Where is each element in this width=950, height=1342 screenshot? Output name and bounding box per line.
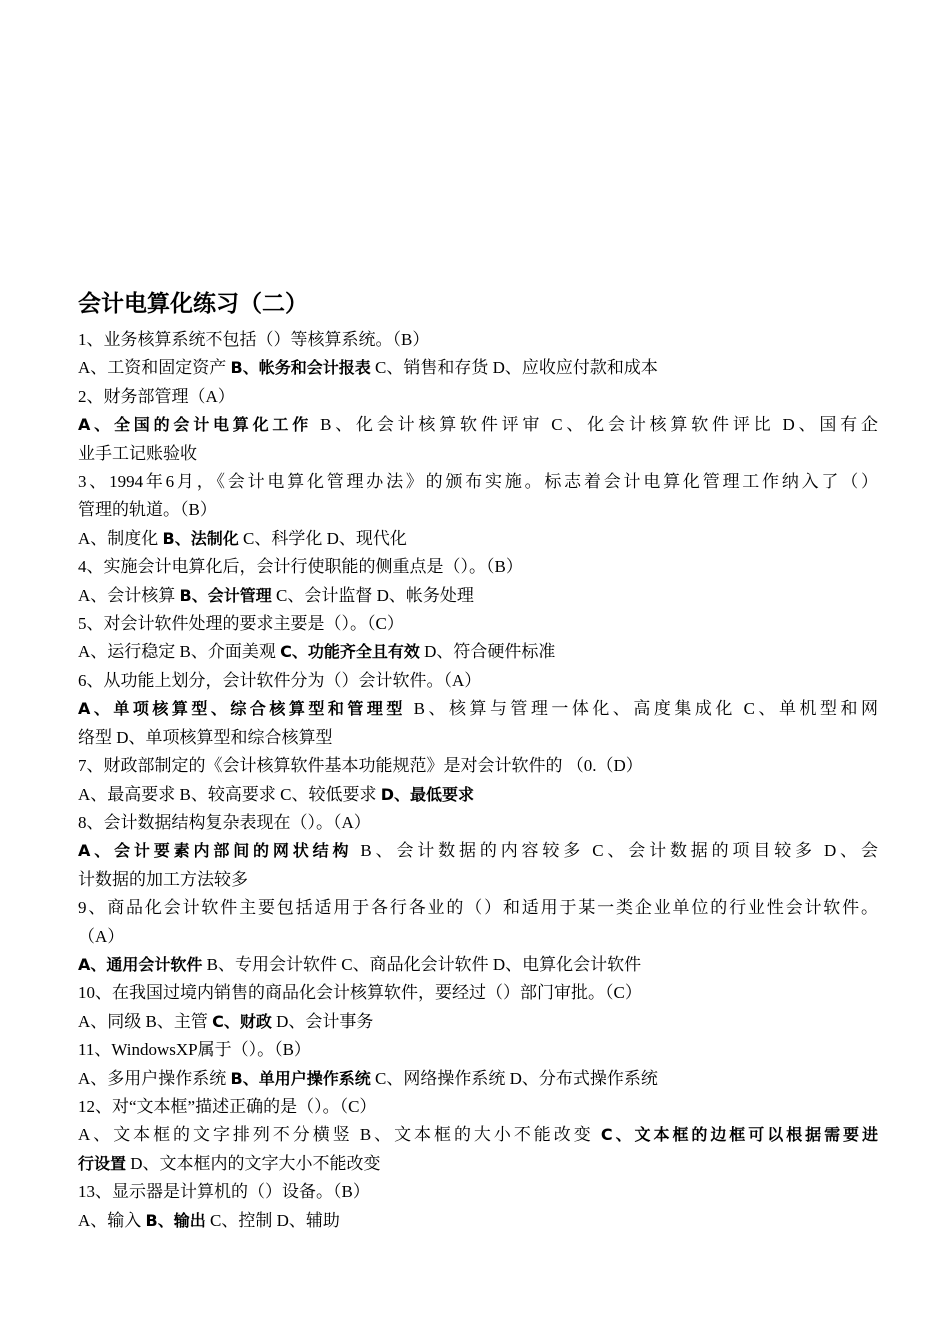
text-run: B、核算与管理一体化、高度集成化 C、单机型和网 [405, 699, 878, 719]
text-run: C、网络操作系统 D、分布式操作系统 [370, 1068, 658, 1088]
text-run: 络型 D、单项核算型和综合核算型 [78, 727, 333, 747]
text-line [78, 667, 878, 695]
text-line [78, 582, 878, 610]
answer-highlight: A、单项核算型、综合核算型和管理型 [78, 699, 406, 719]
text-run: A、最高要求 B、较高要求 C、较低要求 [78, 784, 381, 804]
answer-highlight: D、最低要求 [380, 784, 475, 804]
text-run: A、制度化 [78, 528, 163, 548]
text-line [78, 440, 878, 468]
answer-highlight: B、会计管理 [179, 585, 272, 605]
answer-highlight: C、功能齐全且有效 [280, 642, 420, 662]
text-run: 8、会计数据结构复杂表现在（）。（A） [78, 812, 371, 832]
text-run: 2、财务部管理（A） [78, 386, 235, 406]
text-line [78, 326, 878, 354]
text-line [78, 866, 878, 894]
answer-highlight: 行设置 [78, 1153, 127, 1173]
text-line [78, 354, 878, 382]
text-run: 11、WindowsXP属于（）。（B） [78, 1040, 311, 1060]
answer-highlight: B、单用户操作系统 [230, 1068, 371, 1088]
text-run: A、文本框的文字排列不分横竖 B、文本框的大小不能改变 [78, 1125, 601, 1145]
text-line [78, 781, 878, 809]
text-run: A、运行稳定 B、介面美观 [78, 642, 281, 662]
text-run: B、专用会计软件 C、商品化会计软件 D、电算化会计软件 [202, 954, 642, 974]
text-run: C、销售和存货 D、应收应付款和成本 [370, 358, 658, 378]
text-line [78, 553, 878, 581]
answer-highlight: C、财政 [212, 1011, 272, 1031]
text-run: D、符合硬件标准 [419, 642, 556, 662]
text-run: A、同级 B、主管 [78, 1011, 213, 1031]
text-run: 4、实施会计电算化后，会计行使职能的侧重点是（）。（B） [78, 557, 523, 577]
text-line [78, 468, 878, 496]
text-line [78, 979, 878, 1007]
text-run: B、化会计核算软件评审 C、化会计核算软件评比 D、国有企 [312, 415, 878, 435]
text-run: （A） [78, 926, 125, 946]
text-run: 5、对会计软件处理的要求主要是（）。（C） [78, 614, 404, 634]
text-run: C、控制 D、辅助 [205, 1210, 340, 1230]
text-line [78, 1065, 878, 1093]
text-run: 3、1994年6月，《会计电算化管理办法》的颁布实施。标志着会计电算化管理工作纳入了（） [78, 472, 878, 492]
text-line [78, 496, 878, 524]
text-line [78, 638, 878, 666]
text-run: 计数据的加工方法较多 [78, 869, 248, 889]
answer-highlight: A、会计要素内部间的网状结构 [78, 841, 353, 861]
text-run: C、科学化 D、现代化 [238, 528, 407, 548]
text-run: B、会计数据的内容较多 C、会计数据的项目较多 D、会 [352, 841, 878, 861]
text-run: 管理的轨道。（B） [78, 500, 217, 520]
text-run: C、会计监督 D、帐务处理 [271, 585, 474, 605]
answer-highlight: C、文本框的边框可以根据需要进 [600, 1125, 878, 1145]
question-list [78, 326, 878, 1235]
document-page [78, 284, 878, 1235]
answer-highlight: B、法制化 [162, 528, 239, 548]
text-run: 13、显示器是计算机的（）设备。（B） [78, 1182, 370, 1202]
text-line [78, 923, 878, 951]
text-line [78, 1207, 878, 1235]
text-run: D、文本框内的文字大小不能改变 [126, 1153, 381, 1173]
text-line [78, 951, 878, 979]
text-run: 1、业务核算系统不包括（）等核算系统。（B） [78, 330, 430, 349]
text-line [78, 894, 878, 922]
text-run: 7、财政部制定的《会计核算软件基本功能规范》是对会计软件的 （0.（D） [78, 756, 643, 776]
answer-highlight: B、输出 [145, 1210, 206, 1230]
text-run: 业手工记账验收 [78, 443, 197, 463]
text-line [78, 724, 878, 752]
text-run: A、多用户操作系统 [78, 1068, 231, 1088]
answer-highlight: A、全国的会计电算化工作 [78, 415, 313, 435]
text-line [78, 695, 878, 723]
text-run: A、工资和固定资产 [78, 358, 231, 378]
text-line [78, 1150, 878, 1178]
text-line [78, 1008, 878, 1036]
text-line [78, 1178, 878, 1206]
answer-highlight: A、通用会计软件 [78, 954, 203, 974]
text-line [78, 1121, 878, 1149]
text-line [78, 809, 878, 837]
page-title: 会计电算化练习（二） [78, 291, 308, 317]
answer-highlight: B、帐务和会计报表 [230, 358, 371, 378]
text-run: 9、商品化会计软件主要包括适用于各行各业的（）和适用于某一类企业单位的行业性会计软件。 [78, 898, 878, 918]
text-run: 10、在我国过境内销售的商品化会计核算软件，要经过（）部门审批。（C） [78, 983, 642, 1003]
text-line [78, 610, 878, 638]
text-line [78, 411, 878, 439]
text-line [78, 525, 878, 553]
text-line [78, 1093, 878, 1121]
text-run: D、会计事务 [271, 1011, 374, 1031]
text-line [78, 837, 878, 865]
text-line [78, 752, 878, 780]
text-run: A、输入 [78, 1210, 146, 1230]
text-run: A、会计核算 [78, 585, 180, 605]
text-run: 12、对“文本框”描述正确的是（）。（C） [78, 1096, 377, 1116]
text-line [78, 383, 878, 411]
text-line [78, 1036, 878, 1064]
text-run: 6、从功能上划分，会计软件分为（）会计软件。（A） [78, 670, 482, 690]
